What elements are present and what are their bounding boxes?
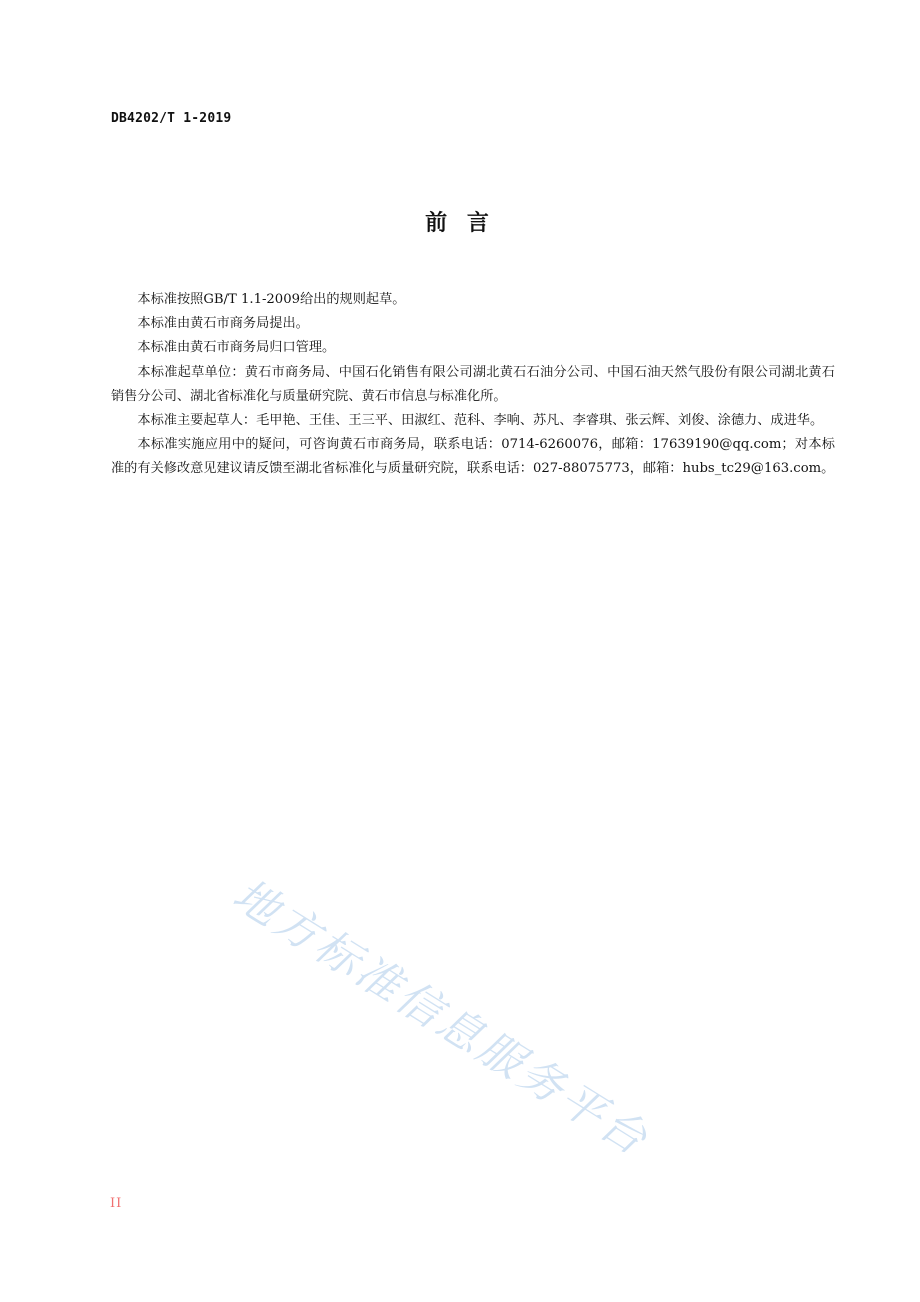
document-code: DB4202/T 1-2019 [111,111,232,126]
paragraph-drafters: 本标准主要起草人：毛甲艳、王佳、王三平、田淑红、范科、李响、苏凡、李睿琪、张云辉、刘俊、涂德力、成进华。 [137,413,824,429]
paragraph-management: 本标准由黄石市商务局归口管理。 [137,340,336,356]
paragraph-proposer: 本标准由黄石市商务局提出。 [137,316,309,332]
page-number: II [110,1196,123,1211]
paragraph-drafting-rules: 本标准按照GB/T 1.1-2009给出的规则起草。 [137,292,406,307]
paragraph-contact-info: 本标准实施应用中的疑问，可咨询黄石市商务局，联系电话：0714-6260076，邮箱：17639190@qq.com；对本标准的有关修改意见建议请反馈至湖北省标准化与质量研究院，联系电话：027-88075773，邮箱：hubs_tc29@163.com。 [111,437,835,477]
foreword-content [111,288,835,482]
watermark-text: 地方标准信息服务平台 [224,869,659,1167]
paragraph-drafting-units: 本标准起草单位：黄石市商务局、中国石化销售有限公司湖北黄石石油分公司、中国石油天然气股份有限公司湖北黄石销售分公司、湖北省标准化与质量研究院、黄石市信息与标准化所。 [111,364,835,404]
section-title: 前 言 [425,211,495,236]
